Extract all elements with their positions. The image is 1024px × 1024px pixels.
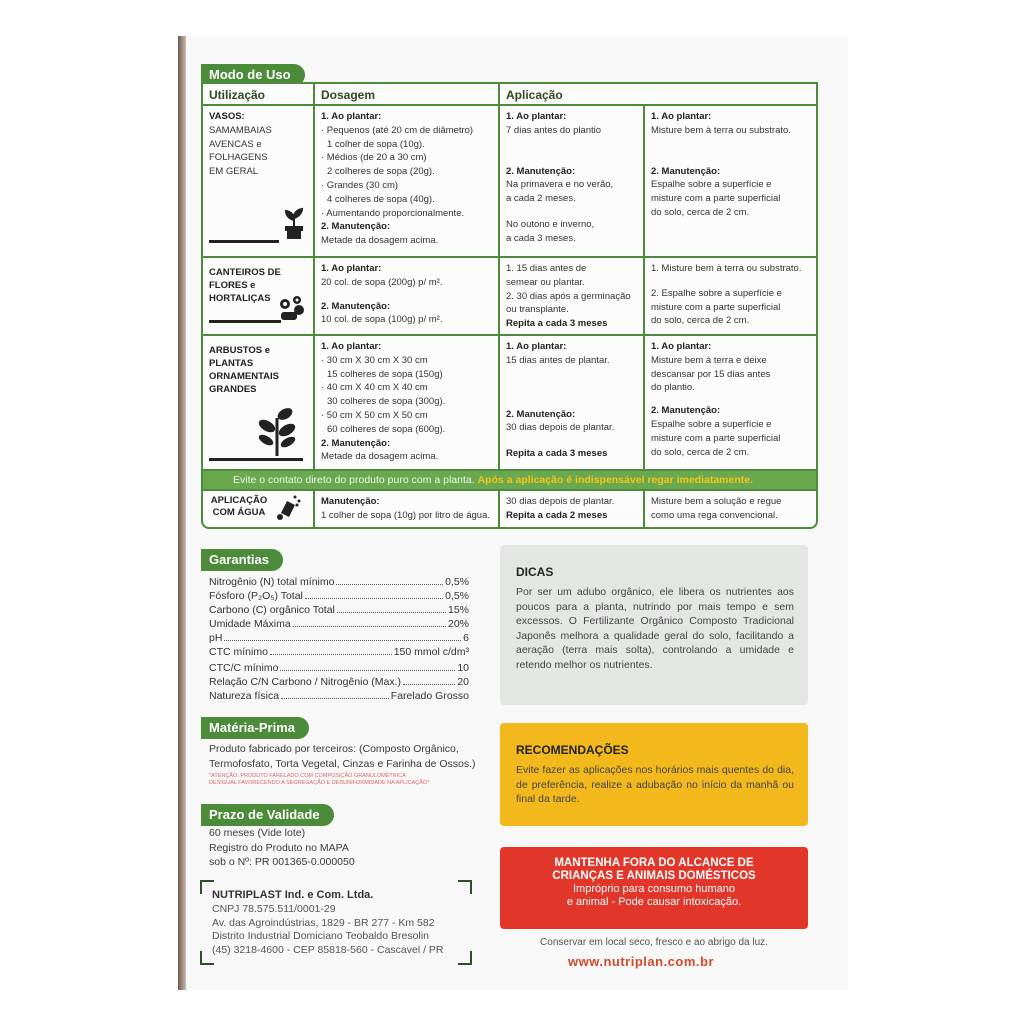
timing-cell — [500, 106, 645, 256]
company-line: Distrito Industrial Domiciano Teobaldo Bresolin — [212, 930, 429, 943]
dosage-line: 30 colheres de sopa (300g). — [327, 396, 446, 408]
company-name: NUTRIPLAST Ind. e Com. Ltda. — [212, 889, 374, 901]
use-cell — [203, 106, 315, 256]
guarantee-row — [209, 689, 469, 703]
guarantee-value: Farelado Grosso — [390, 690, 469, 702]
guarantee-row — [209, 645, 469, 659]
guarantee-row — [209, 589, 469, 603]
method-line: do solo, cerca de 2 cm. — [651, 206, 750, 218]
guarantee-label: CTC mínimo — [209, 646, 268, 658]
dosage-line: Manutenção: — [321, 496, 380, 507]
dosage-line: 1 colher de sopa (10g). — [327, 138, 425, 150]
timing-line: 1. Ao plantar: — [506, 111, 567, 122]
timing-line: Repita a cada 2 meses — [506, 509, 608, 521]
timing-line: 2. Manutenção: — [506, 408, 576, 420]
timing-line: 1. 15 dias antes de — [506, 263, 587, 274]
dosage-line: Metade da dosagem acima. — [321, 451, 439, 463]
method-line: 2. Espalhe sobre a superfície e — [651, 287, 782, 299]
method-line: do solo, cerca de 2 cm. — [651, 315, 750, 327]
raw-material-line: Produto fabricado por terceiros: (Composto Orgânico, — [209, 743, 459, 755]
method-line: misture com a parte superficial — [651, 432, 781, 444]
recommendations-box — [500, 723, 808, 826]
timing-line: a cada 2 meses. — [506, 193, 576, 205]
guarantees-title: Garantias — [201, 549, 283, 571]
ground-line — [209, 240, 279, 243]
use-cell — [203, 491, 315, 527]
validity-line: 60 meses (Vide lote) — [209, 827, 306, 839]
dosage-line: 15 colheres de sopa (150g) — [327, 368, 443, 380]
method-line: 1. Ao plantar: — [651, 111, 712, 122]
guarantee-value: 10 — [457, 662, 469, 674]
use-cell — [203, 336, 315, 469]
warning-highlight: Após a aplicação é indispensável regar imediatamente. — [477, 474, 754, 486]
dosage-line: 20 col. de sopa (200g) p/ m². — [321, 276, 443, 288]
guarantee-row — [209, 661, 469, 675]
method-line: 2. Manutenção: — [651, 165, 721, 177]
guarantee-label: pH — [209, 632, 223, 644]
timing-cell — [500, 258, 645, 334]
use-title: ARBUSTOS e PLANTAS ORNAMENTAIS GRANDES — [209, 345, 280, 395]
timing-line: 30 dias depois de plantar. — [506, 496, 615, 507]
dosage-line: · Grandes (30 cm) — [321, 179, 399, 191]
warning-banner — [203, 471, 816, 491]
potted-plant-icon — [281, 206, 307, 240]
dosage-line: Metade da dosagem acima. — [321, 235, 439, 247]
timing-line: Repita a cada 3 meses — [506, 318, 608, 330]
company-line: CNPJ 78.575.511/0001-29 — [212, 903, 336, 915]
safety-alert-box — [500, 847, 808, 929]
timing-cell — [500, 336, 645, 469]
timing-line: 1. Ao plantar: — [506, 341, 567, 352]
method-line: Espalhe sobre a superfície e — [651, 418, 772, 430]
ground-line — [209, 458, 303, 461]
guarantee-value: 15% — [447, 604, 469, 616]
use-title: APLICAÇÃO COM ÁGUA — [210, 495, 268, 518]
guarantee-label: Nitrogênio (N) total mínimo — [209, 576, 335, 588]
dosage-cell — [315, 106, 500, 256]
validity-line: Registro do Produto no MAPA — [209, 841, 349, 854]
notice-line: DESIGUAL FAVORECENDO A SEGREGAÇÃO E DESUNIFORMIDADE NA APLICAÇÃO* — [209, 780, 430, 786]
alert-line: CRIANÇAS E ANIMAIS DOMÉSTICOS — [552, 870, 756, 882]
guarantee-value: 20 — [457, 676, 469, 688]
notice-line: *ATENÇÃO: PRODUTO FARELADO COM COMPOSIÇÃO GRANULOMÉTRICA — [209, 773, 406, 779]
dosage-cell — [315, 491, 500, 527]
guarantee-value: 0,5% — [445, 590, 469, 602]
dosage-line: · Médios (de 20 a 30 cm) — [321, 152, 427, 164]
validity-line: sob o Nº: PR 001365-0.000050 — [209, 856, 355, 868]
dosage-line: 2 colheres de sopa (20g). — [327, 166, 435, 178]
dosage-line: · 40 cm X 40 cm X 40 cm — [321, 382, 428, 394]
tips-box — [500, 545, 808, 705]
dosage-cell — [315, 336, 500, 469]
dosage-line: 4 colheres de sopa (40g). — [327, 193, 435, 205]
alert-line: e animal - Pode causar intoxicação. — [566, 896, 742, 908]
timing-line: 15 dias antes de plantar. — [506, 354, 610, 366]
guarantee-label: CTC/C mínimo — [209, 662, 279, 674]
recommendations-title: RECOMENDAÇÕES — [516, 743, 629, 757]
method-line: misture com a parte superficial — [651, 193, 781, 205]
alert-line: MANTENHA FORA DO ALCANCE DE — [554, 857, 754, 869]
guarantee-label: Umidade Máxima — [209, 618, 291, 630]
method-line: Misture bem à terra ou substrato. — [651, 124, 791, 136]
guarantee-label: Carbono (C) orgânico Total — [209, 604, 335, 616]
dosage-line: 1. Ao plantar: — [321, 341, 382, 352]
ground-line — [209, 320, 281, 323]
timing-line: Repita a cada 3 meses — [506, 448, 608, 460]
dosage-line: 10 col. de sopa (100g) p/ m². — [321, 314, 443, 326]
company-details — [212, 903, 444, 957]
dosage-line: · Pequenos (até 20 cm de diâmetro) — [321, 124, 474, 136]
method-line: Espalhe sobre a superfície e — [651, 179, 772, 191]
timing-cell — [500, 491, 645, 527]
method-line: Misture bem à terra e deixe — [651, 354, 767, 366]
dosage-cell — [315, 258, 500, 334]
guarantee-row — [209, 631, 469, 645]
timing-line: No outono e inverno, — [506, 218, 595, 230]
method-cell — [645, 491, 816, 527]
method-line: 1. Misture bem à terra ou substrato. — [651, 263, 802, 274]
guarantee-row — [209, 603, 469, 617]
method-line: Misture bem a solução e regue — [651, 496, 782, 507]
recommendations-text: Evite fazer as aplicações nos horários mais quentes do dia, de preferência, realize a adubação no início da manhã ou final da tarde. — [516, 764, 794, 806]
timing-line: a cada 3 meses. — [506, 232, 576, 244]
header-dosagem: Dosagem — [315, 84, 500, 104]
dosage-line: · Aumentando proporcionalmente. — [321, 207, 465, 219]
timing-line: Na primavera e no verão, — [506, 179, 614, 191]
method-line: 2. Manutenção: — [651, 405, 721, 417]
guarantee-label: Fósforo (P₂O₅) Total — [209, 590, 303, 602]
timing-line: 7 dias antes do plantio — [506, 124, 602, 136]
use-sub: FOLHAGENS — [209, 152, 268, 164]
method-line: como uma rega convencional. — [651, 509, 778, 521]
usage-section-title: Modo de Uso — [201, 64, 305, 86]
validity-text — [209, 826, 355, 870]
table-row-arbustos — [203, 336, 816, 471]
use-sub: EM GERAL — [209, 166, 259, 178]
dosage-line: · 30 cm X 30 cm X 30 cm — [321, 354, 428, 366]
timing-line: semear ou plantar. — [506, 276, 585, 288]
guarantee-value: 0,5% — [445, 576, 469, 588]
guarantee-label: Natureza física — [209, 690, 280, 702]
dosage-line: 2. Manutenção: — [321, 437, 391, 449]
tips-text: Por ser um adubo orgânico, ele libera os nutrientes aos poucos para a planta, nutrindo por mais tempo e sem excessos. O Fertilizante Orgânico Composto Tradicional Japonês melhora a qualidade geral do solo, facilitando a aeração (terra mais solta), controlando a umidade e retendo melhor os nutrientes. — [516, 586, 794, 671]
company-block — [200, 880, 472, 965]
method-line: 1. Ao plantar: — [651, 341, 712, 352]
guarantee-value: 6 — [463, 632, 469, 644]
dosage-line: 1. Ao plantar: — [321, 111, 382, 122]
shrub-icon — [257, 406, 297, 458]
guarantee-row — [209, 617, 469, 631]
timing-line: 2. Manutenção: — [506, 165, 576, 177]
method-cell — [645, 106, 816, 256]
raw-material-text — [209, 742, 476, 771]
dosage-line: 2. Manutenção: — [321, 221, 391, 233]
company-line: (45) 3218-4600 - CEP 85818-560 - Cascavel / PR — [212, 943, 444, 956]
dosage-line: 1 colher de sopa (10g) por litro de água. — [321, 509, 490, 521]
company-line: Av. das Agroindústrias, 1829 - BR 277 - Km 582 — [212, 916, 435, 929]
guarantee-row — [209, 675, 469, 689]
watering-can-icon — [273, 493, 303, 521]
method-line: misture com a parte superficial — [651, 301, 781, 313]
guarantee-value: 150 mmol c/dm³ — [393, 646, 469, 658]
method-line: do solo, cerca de 2 cm. — [651, 446, 750, 458]
alert-line: Impróprio para consumo humano — [572, 883, 736, 895]
dosage-line: 2. Manutenção: — [321, 300, 391, 312]
method-line: do plantio. — [651, 382, 695, 394]
dosage-line: 1. Ao plantar: — [321, 263, 382, 274]
validity-title: Prazo de Validade — [201, 804, 334, 826]
table-row-agua — [203, 491, 816, 527]
use-title: VASOS: — [209, 111, 245, 122]
method-line: descansar por 15 dias antes — [651, 368, 771, 380]
website-link[interactable]: www.nutriplan.com.br — [568, 954, 715, 969]
method-cell — [645, 258, 816, 334]
timing-line: ou transplante. — [506, 304, 569, 316]
attention-notice — [209, 773, 429, 787]
guarantee-row — [209, 575, 469, 589]
raw-material-line: Termofosfato, Torta Vegetal, Cinzas e Farinha de Ossos.) — [209, 757, 476, 770]
tips-title: DICAS — [516, 565, 554, 579]
table-row-vasos — [203, 106, 816, 258]
timing-line: 2. 30 dias após a germinação — [506, 290, 631, 302]
usage-table — [201, 82, 818, 529]
header-aplicacao: Aplicação — [506, 88, 563, 102]
use-cell — [203, 258, 315, 334]
flowers-icon — [277, 294, 307, 322]
dosage-line: · 50 cm X 50 cm X 50 cm — [321, 409, 428, 421]
use-sub: SAMAMBAIAS — [209, 124, 272, 136]
usage-table-header — [203, 84, 816, 106]
use-sub: AVENCAS e — [209, 138, 262, 150]
header-utilizacao: Utilização — [203, 84, 315, 104]
table-row-canteiros — [203, 258, 816, 336]
method-cell — [645, 336, 816, 469]
raw-material-title: Matéria-Prima — [201, 717, 309, 739]
guarantee-label: Relação C/N Carbono / Nitrogênio (Max.) — [209, 676, 401, 688]
guarantee-value: 20% — [447, 618, 469, 630]
use-title: CANTEIROS DE FLORES e HORTALIÇAS — [209, 267, 281, 304]
dosage-line: 60 colheres de sopa (600g). — [327, 423, 446, 435]
warning-text: Evite o contato direto do produto puro com a planta. — [233, 474, 475, 486]
timing-line: 30 dias depois de plantar. — [506, 422, 615, 434]
storage-note: Conservar em local seco, fresco e ao abrigo da luz. — [540, 937, 768, 948]
